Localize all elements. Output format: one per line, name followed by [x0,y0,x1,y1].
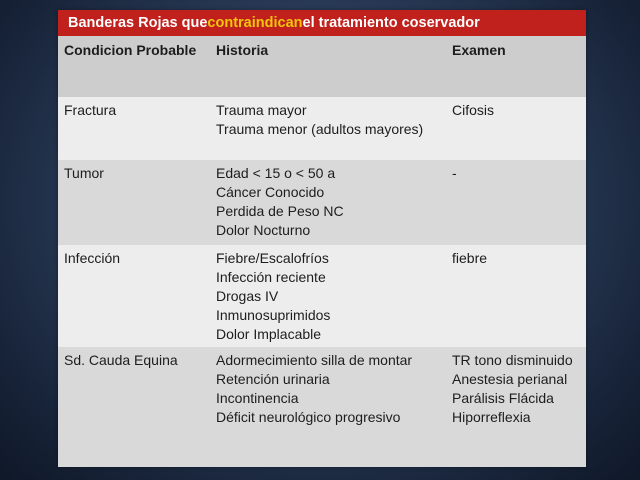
history-item: Cáncer Conocido [216,184,325,200]
header-history: Historia [216,42,269,58]
title-text-highlight: contraindican [207,15,303,31]
history-item: Trauma menor (adultos mayores) [216,121,424,137]
history-item: Drogas IV [216,288,279,304]
exam-item: fiebre [452,250,488,266]
exam-cell [446,97,586,160]
history-item: Dolor Implacable [216,326,322,342]
exam-item: Anestesia perianal [452,371,568,387]
exam-cell [446,245,586,347]
table-row-tumor [58,160,586,245]
exam-item: - [452,165,457,181]
title-text-end: el tratamiento coservador [302,15,480,31]
table-row-cauda-equina [58,347,586,467]
history-cell [210,97,446,160]
history-item: Dolor Nocturno [216,222,311,238]
history-item: Trauma mayor [216,102,307,118]
history-item: Perdida de Peso NC [216,203,344,219]
exam-item: TR tono disminuido [452,352,573,368]
condition-cell: Fractura [64,102,117,118]
history-item: Inmunosuprimidos [216,307,331,323]
title-text-start: Banderas Rojas que [68,15,208,31]
history-cell [210,160,446,245]
condition-cell: Tumor [64,165,104,181]
history-item: Edad < 15 o < 50 a [216,165,336,181]
history-cell [210,245,446,347]
history-item: Infección reciente [216,269,326,285]
table-title [58,10,586,36]
exam-item: Cifosis [452,102,495,118]
condition-cell: Infección [64,250,121,266]
header-exam: Examen [452,42,506,58]
condition-cell: Sd. Cauda Equina [64,352,178,368]
history-item: Fiebre/Escalofríos [216,250,329,266]
header-condition: Condicion Probable [64,42,197,58]
exam-cell [446,160,586,245]
exam-item: Parálisis Flácida [452,390,554,406]
exam-item: Hiporreflexia [452,409,531,425]
table-header-row [58,36,586,97]
table-row-fractura [58,97,586,160]
exam-cell [446,347,586,467]
red-flags-table [58,10,586,467]
table-row-infeccion [58,245,586,347]
history-cell [210,347,446,467]
history-item: Retención urinaria [216,371,330,387]
history-item: Incontinencia [216,390,299,406]
history-item: Adormecimiento silla de montar [216,352,413,368]
history-item: Déficit neurológico progresivo [216,409,401,425]
